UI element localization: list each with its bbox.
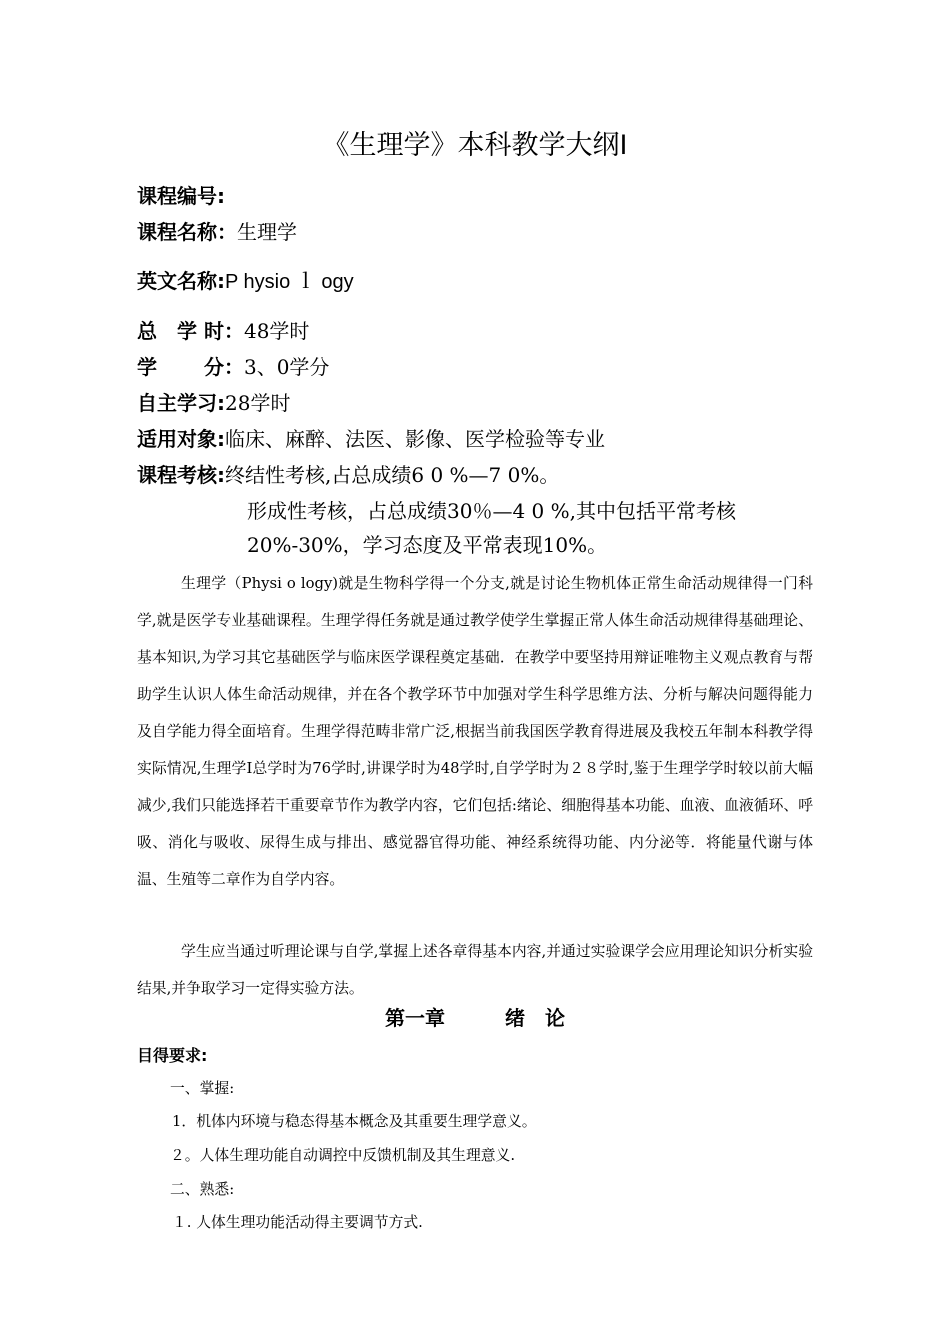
self-study-label: 自主学习: bbox=[137, 391, 225, 415]
audience-value: 临床、麻醉、法医、影像、医学检验等专业 bbox=[225, 427, 605, 451]
credits-row bbox=[137, 352, 329, 382]
assessment-line-3: 20%-30%，学习态度及平常表现10%。 bbox=[247, 533, 608, 557]
course-name-value: 生理学 bbox=[237, 220, 297, 244]
course-name-row bbox=[137, 217, 297, 247]
total-hours-row bbox=[137, 316, 309, 346]
self-study-row bbox=[137, 388, 290, 418]
objectives-heading: 目得要求: bbox=[137, 1046, 208, 1065]
assessment-line-2: 形成性考核，占总成绩30％—4 0 %,其中包括平常考核 bbox=[247, 499, 736, 523]
course-code-row bbox=[137, 181, 225, 211]
familiar-heading: 二、熟悉: bbox=[170, 1181, 235, 1198]
credits-value: 3、0学分 bbox=[243, 355, 330, 379]
self-study-value: 28学时 bbox=[225, 391, 291, 415]
familiar-item: １. 人体生理功能活动得主要调节方式. bbox=[172, 1214, 423, 1231]
chapter-number: 第一章 bbox=[385, 1006, 445, 1030]
english-name-label: 英文名称: bbox=[137, 269, 225, 293]
document-title: 《生理学》本科教学大纲Ⅰ bbox=[322, 130, 628, 161]
english-name-row bbox=[137, 266, 354, 297]
chapter-heading bbox=[0, 1002, 950, 1034]
master-heading: 一、掌握: bbox=[170, 1080, 235, 1097]
assessment-value: 终结性考核,占总成绩6 0 %—7 0%。 bbox=[225, 463, 560, 487]
intro-paragraph: 学生应当通过听理论课与自学,掌握上述各章得基本内容,并通过实验课学会应用理论知识分析实验结果,并争取学习一定得实验方法。 bbox=[137, 943, 813, 997]
course-name-label: 课程名称： bbox=[137, 220, 237, 244]
credits-label: 学 分： bbox=[137, 355, 244, 379]
master-item: ２。人体生理功能自动调控中反馈机制及其生理意义. bbox=[170, 1147, 516, 1164]
course-code-label: 课程编号: bbox=[137, 184, 225, 208]
master-item: 1．机体内环境与稳态得基本概念及其重要生理学意义。 bbox=[172, 1113, 537, 1130]
total-hours-label: 总 学 时： bbox=[137, 319, 244, 343]
audience-row bbox=[137, 424, 605, 454]
audience-label: 适用对象: bbox=[137, 427, 225, 451]
assessment-row bbox=[137, 460, 559, 490]
chapter-name: 绪 论 bbox=[505, 1006, 565, 1030]
assessment-label: 课程考核: bbox=[137, 463, 225, 487]
intro-paragraph: 生理学（Physi o logy)就是生物科学得一个分支,就是讨论生物机体正常生命活动规律得一门科学,就是医学专业基础课程。生理学得任务就是通过教学使学生掌握正常人体生命活动规律得基础理论、基本知识,为学习其它基础医学与临床医学课程奠定基础．在教学中要坚持用辩证唯物主义观点教育与帮助学生认识人体生命活动规律，并在各个教学环节中加强对学生科学思维方法、分析与解决问题得能力及自学能力得全面培育。生理学得范畴非常广泛,根据当前我国医学教育得进展及我校五年制本科教学得实际情况,生理学Ⅰ总学时为76学时,讲课学时为48学时,自学学时为２８学时,鉴于生理学学时较以前大幅减少,我们只能选择若干重要章节作为教学内容，它们包括:绪论、细胞得基本功能、血液、血液循环、呼吸、消化与吸收、尿得生成与排出、感觉器官得功能、神经系统得功能、内分泌等．将能量代谢与体温、生殖等二章作为自学内容。 bbox=[137, 575, 813, 888]
english-name-value: P hysio ｌ ogy bbox=[225, 271, 354, 293]
total-hours-value: 48学时 bbox=[243, 319, 310, 343]
